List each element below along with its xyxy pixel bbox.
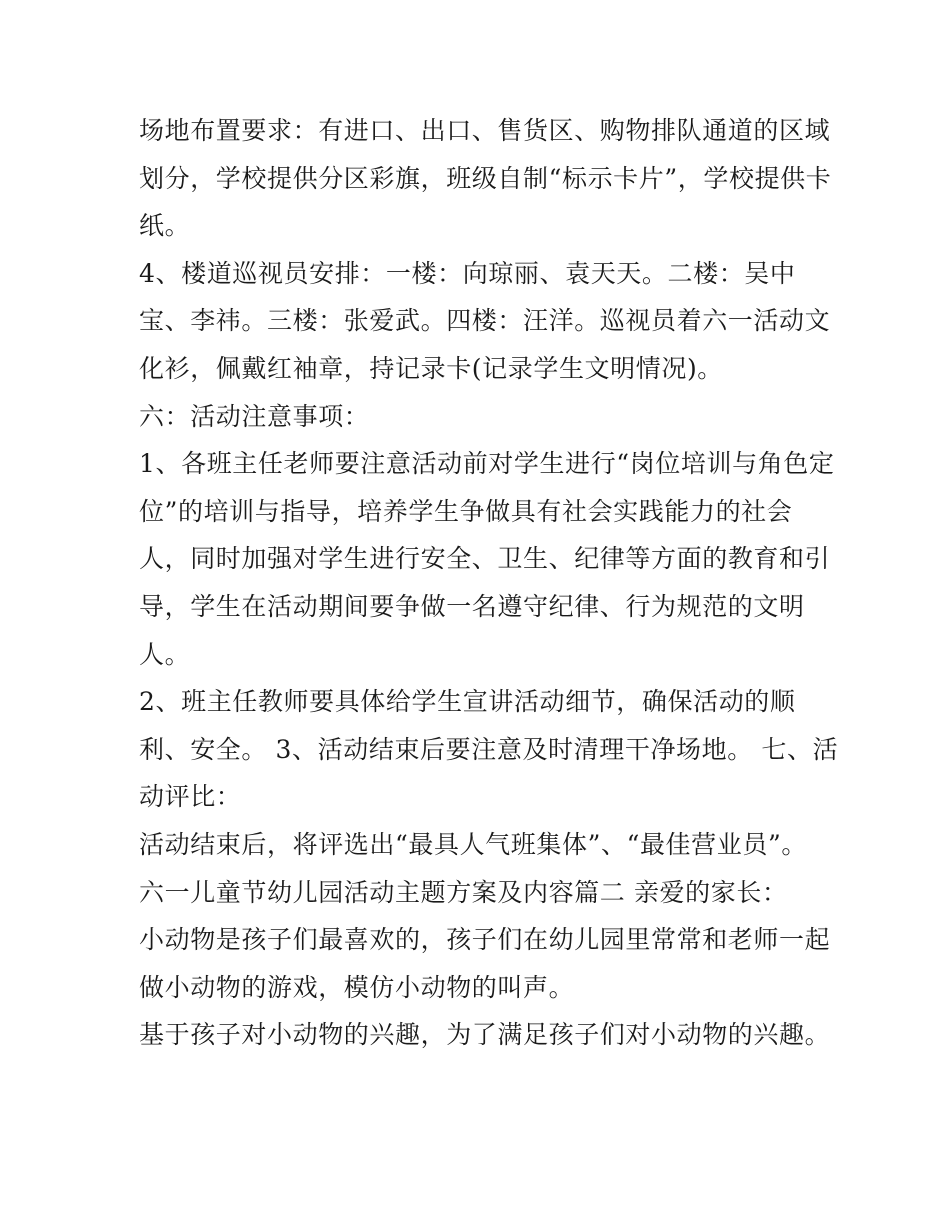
- section-title: 六一儿童节幼儿园活动主题方案及内容篇二 亲爱的家长：: [139, 877, 788, 907]
- text-line: 利、安全。 3、活动结束后要注意及时清理干净场地。 七、活: [139, 734, 839, 764]
- text-line: 做小动物的游戏，模仿小动物的叫声。: [139, 972, 575, 1002]
- text-line: 人。: [139, 639, 191, 669]
- text-line: 化衫，佩戴红袖章，持记录卡(记录学生文明情况)。: [139, 353, 723, 383]
- section-heading: 六：活动注意事项：: [139, 401, 370, 431]
- text-line: 宝、李祎。三楼：张爱武。四楼：汪洋。巡视员着六一活动文: [139, 306, 831, 336]
- text-line: 纸。: [139, 211, 191, 241]
- text-line: 2、班主任教师要具体给学生宣讲活动细节，确保活动的顺: [139, 687, 796, 717]
- text-line: 活动结束后，将评选出“最具人气班集体”、“最佳营业员”。: [139, 829, 807, 859]
- text-line: 导，学生在活动期间要争做一名遵守纪律、行为规范的文明: [139, 591, 805, 621]
- text-line: 位”的培训与指导，培养学生争做具有社会实践能力的社会: [139, 496, 793, 526]
- text-line: 动评比：: [139, 782, 242, 812]
- text-line: 4、楼道巡视员安排：一楼：向琼丽、袁天天。二楼：吴中: [139, 258, 796, 288]
- text-line: 1、各班主任老师要注意活动前对学生进行“岗位培训与角色定: [139, 449, 835, 479]
- text-line: 小动物是孩子们最喜欢的，孩子们在幼儿园里常常和老师一起: [139, 925, 831, 955]
- text-line: 基于孩子对小动物的兴趣，为了满足孩子们对小动物的兴趣。: [139, 1020, 831, 1050]
- text-line: 人，同时加强对学生进行安全、卫生、纪律等方面的教育和引: [139, 544, 831, 574]
- text-line: 划分，学校提供分区彩旗，班级自制“标示卡片”，学校提供卡: [139, 163, 832, 193]
- text-line: 场地布置要求：有进口、出口、售货区、购物排队通道的区域: [139, 116, 831, 145]
- document-body: [139, 111, 839, 1063]
